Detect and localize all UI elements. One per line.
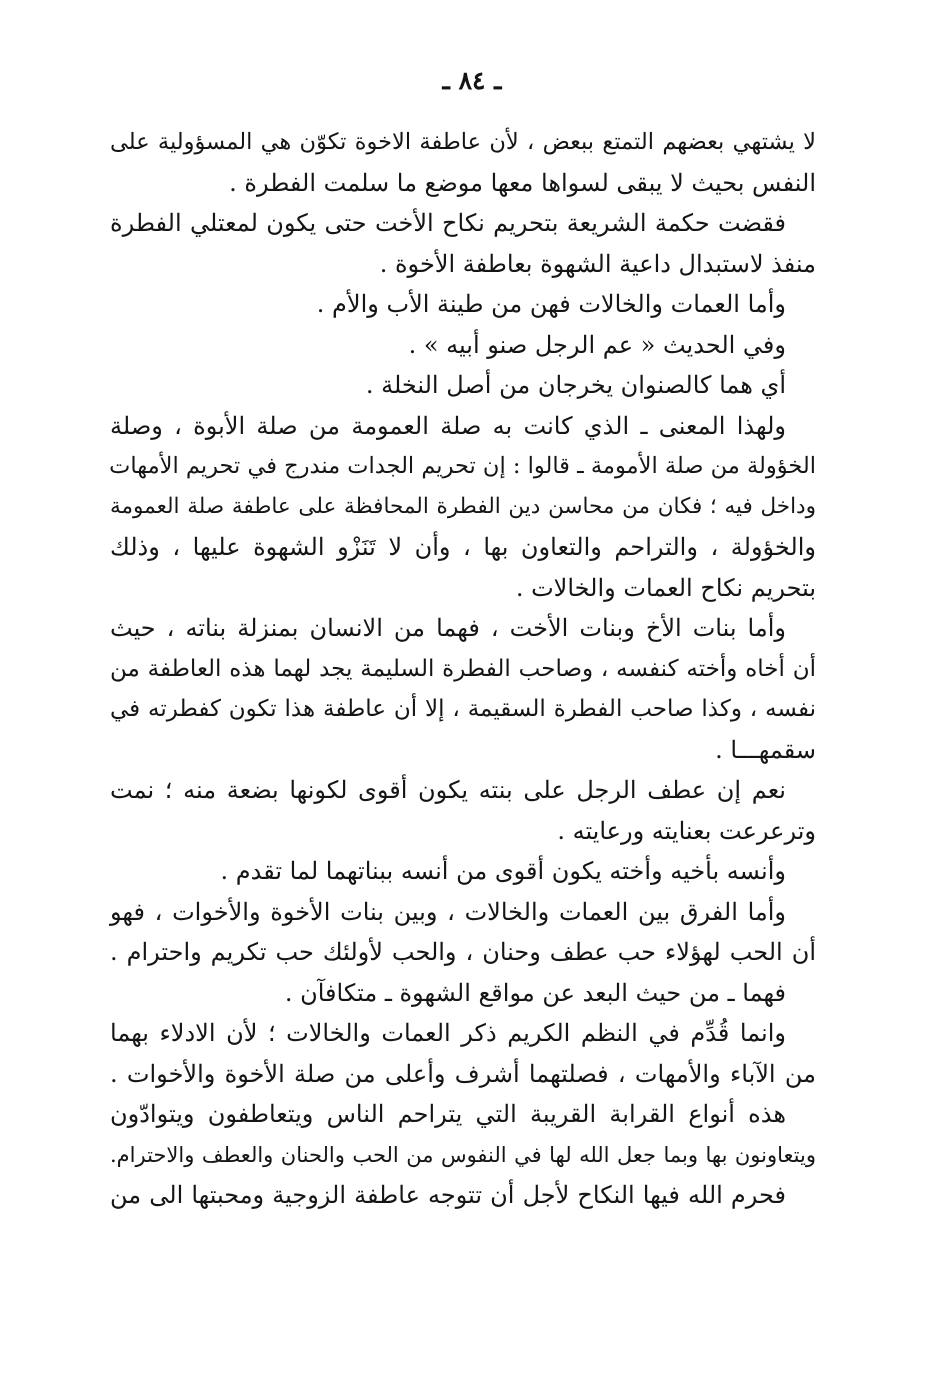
- text-line: فحرم الله فيها النكاح لأجل أن تتوجه عاطفة الزوجية ومحبتها الى من: [110, 1181, 786, 1209]
- text-line: النفس بحيث لا يبقى لسواها معها موضع ما سلمت الفطرة .: [229, 168, 816, 197]
- text-line: ولهذا المعنى ـ الذي كانت به صلة العمومة من صلة الأبوة ، وصلة: [110, 411, 786, 440]
- text-line: وفي الحديث « عم الرجل صنو أبيه » .: [408, 330, 786, 359]
- page-number: ـ ٨٤ ـ: [442, 66, 502, 95]
- text-line: لا يشتهي بعضهم التمتع ببعض ، لأن عاطفة الاخوة تكوّن هي المسؤولية على: [110, 129, 816, 155]
- text-line: وأنسه بأخيه وأخته يكون أقوى من أنسه ببناتهما لما تقدم .: [220, 857, 786, 885]
- text-line: أي هما كالصنوان يخرجان من أصل النخلة .: [365, 371, 786, 399]
- text-line: وداخل فيه ؛ فكان من محاسن دين الفطرة المحافظة على عاطفة صلة العمومة: [110, 493, 816, 519]
- text-line: والخؤولة ، والتراحم والتعاون بها ، وأن لا تَنَزْو الشهوة عليها ، وذلك: [110, 533, 816, 561]
- text-line: فقضت حكمة الشريعة بتحريم نكاح الأخت حتى يكون لمعتلي الفطرة: [110, 209, 786, 237]
- text-line: وأما العمات والخالات فهن من طينة الأب والأم .: [316, 290, 786, 318]
- text-line: ويتعاونون بها وبما جعل الله لها في النفوس من الحب والحنان والعطف والاحترام.: [110, 1142, 816, 1167]
- text-line: أن الحب لهؤلاء حب عطف وحنان ، والحب لأولئك حب تكريم واحترام .: [110, 938, 816, 966]
- text-line: فهما ـ من حيث البعد عن مواقع الشهوة ـ متكافآن .: [284, 978, 786, 1007]
- text-line: هذه أنواع القرابة القريبة التي يتراحم الناس ويتعاطفون ويتوادّون: [110, 1100, 786, 1128]
- text-line: من الآباء والأمهات ، فصلتهما أشرف وأعلى من صلة الأخوة والأخوات .: [110, 1059, 816, 1088]
- body-text: [110, 122, 816, 1216]
- text-line: وانما قُدِّم في النظم الكريم ذكر العمات والخالات ؛ لأن الادلاء بهما: [110, 1019, 786, 1047]
- text-line: سقمهـــا .: [715, 735, 816, 764]
- text-line: أن أخاه وأخته كنفسه ، وصاحب الفطرة السليمة يجد لهما هذه العاطفة من: [110, 655, 816, 682]
- text-line: نعم إن عطف الرجل على بنته يكون أقوى لكونها بضعة منه ؛ نمت: [110, 776, 786, 804]
- text-line: بتحريم نكاح العمات والخالات .: [515, 573, 816, 602]
- text-line: وأما بنات الأخ وبنات الأخت ، فهما من الانسان بمنزلة بناته ، حيث: [110, 614, 786, 642]
- text-line: الخؤولة من صلة الأمومة ـ قالوا : إن تحريم الجدات مندرج في تحريم الأمهات: [109, 453, 816, 479]
- text-line: منفذ لاستبدال داعية الشهوة بعاطفة الأخوة .: [379, 249, 816, 278]
- text-line: نفسه ، وكذا صاحب الفطرة السقيمة ، إلا أن عاطفة هذا تكون كفطرته في: [110, 696, 816, 722]
- text-line: وترعرعت بعنايته ورعايته .: [557, 816, 816, 845]
- text-line: وأما الفرق بين العمات والخالات ، وبين بنات الأخوة والأخوات ، فهو: [110, 897, 786, 926]
